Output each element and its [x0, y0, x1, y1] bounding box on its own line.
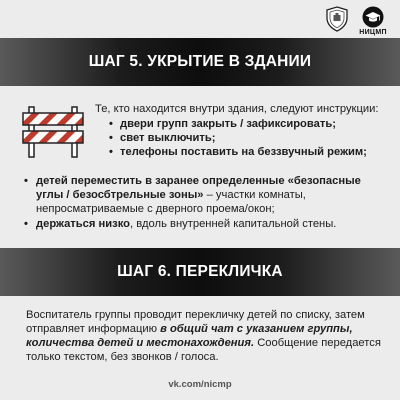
- step6-header-band: [0, 248, 400, 296]
- sub-item-lights: • свет выключить;: [109, 131, 387, 145]
- police-shield-icon: [324, 6, 350, 32]
- step6-text-2: Сообщение передается только текстом, без звонков / голоса.: [26, 337, 381, 363]
- step5-instructions: [95, 102, 387, 159]
- step6-text-1: Воспитатель группы проводит перекличку детей по списку, затем отправляет информацию: [26, 309, 365, 335]
- stay-low-bold: держаться низко: [36, 218, 130, 230]
- step5-intro: Те, кто находится внутри здания, следуют инструкции:: [95, 103, 379, 115]
- nicmp-label: НИЦМП: [359, 29, 387, 36]
- header-logos: [324, 6, 390, 36]
- nicmp-logo: [356, 6, 390, 36]
- list-item-stay-low: [24, 217, 390, 231]
- step6-title: ШАГ 6. ПЕРЕКЛИЧКА: [117, 263, 283, 280]
- stay-low-rest: , вдоль внутренней капитальной стены.: [130, 218, 337, 230]
- footer-link[interactable]: vk.com/nicmp: [168, 379, 232, 390]
- step5-header-band: [0, 38, 400, 86]
- step5-sub-list: [109, 117, 387, 159]
- step6-paragraph: [26, 308, 382, 364]
- step5-title: ШАГ 5. УКРЫТИЕ В ЗДАНИИ: [88, 53, 312, 70]
- sub-item-phones: • телефоны поставить на беззвучный режим;: [109, 145, 387, 159]
- safe-zones-bold: детей переместить в заранее определенные «безопасные углы / безосбтрельные зоны»: [36, 175, 361, 201]
- road-barrier-icon: [20, 104, 86, 158]
- list-item-safe-zones: [24, 174, 390, 216]
- step5-main-list: [24, 174, 390, 232]
- step6-text-bold: в общий чат с указанием группы, количества детей и местонахождения.: [26, 323, 353, 349]
- safe-zones-rest: – участки комнаты, непросматриваемые с дверного проема/окон;: [36, 189, 306, 215]
- sub-item-doors: • двери групп закрыть / зафиксировать;: [109, 117, 387, 131]
- graduation-cap-icon: [362, 6, 384, 28]
